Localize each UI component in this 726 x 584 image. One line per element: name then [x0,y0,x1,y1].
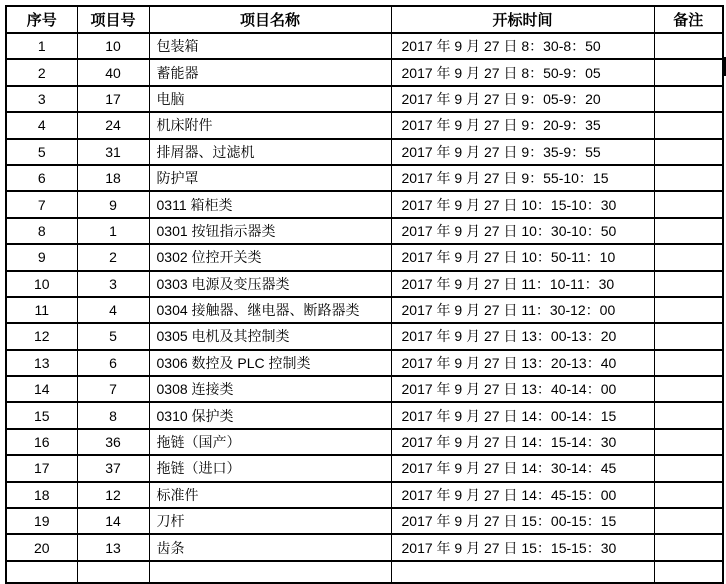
cell-remark [654,271,723,297]
clipped-next-row [6,561,723,583]
cell-seq: 19 [6,508,77,534]
cell-seq: 1 [6,33,77,59]
cell-item-name: 齿条 [149,534,391,560]
cell-item-no: 1 [77,218,149,244]
cell-seq: 13 [6,350,77,376]
cell-seq: 10 [6,271,77,297]
cell-item-name: 0301 按钮指示器类 [149,218,391,244]
cell-bid-time: 2017 年 9 月 27 日 15：15-15：30 [391,534,654,560]
cell-bid-time: 2017 年 9 月 27 日 13：40-14：00 [391,376,654,402]
cell-remark [654,508,723,534]
col-header-item-name: 项目名称 [149,6,391,33]
cell-seq: 8 [6,218,77,244]
cell-seq: 12 [6,323,77,349]
cell-seq: 5 [6,139,77,165]
cell-item-no: 8 [77,402,149,428]
cell-remark [654,244,723,270]
cell-seq: 20 [6,534,77,560]
cell-seq: 4 [6,112,77,138]
cell-bid-time: 2017 年 9 月 27 日 14：30-14：45 [391,455,654,481]
cell-bid-time: 2017 年 9 月 27 日 11：30-12：00 [391,297,654,323]
cell-seq: 9 [6,244,77,270]
cell-item-no: 7 [77,376,149,402]
cell-remark [654,297,723,323]
cell-bid-time: 2017 年 9 月 27 日 10：50-11：10 [391,244,654,270]
cell-item-no: 13 [77,534,149,560]
table-row [6,350,723,376]
cell-item-no: 4 [77,297,149,323]
cell-item-no: 10 [77,33,149,59]
cell-remark [654,139,723,165]
cell-item-no: 9 [77,191,149,217]
cell-remark [654,402,723,428]
table-row [6,271,723,297]
col-header-bid-time: 开标时间 [391,6,654,33]
table-row [6,508,723,534]
cell-seq: 15 [6,402,77,428]
cell-item-no: 17 [77,86,149,112]
table-row [6,244,723,270]
cell-item-name: 电脑 [149,86,391,112]
cell-item-no [77,561,149,583]
cell-remark [654,86,723,112]
cell-item-no: 3 [77,271,149,297]
cell-seq [6,561,77,583]
cell-item-no: 36 [77,429,149,455]
cell-remark [654,33,723,59]
cell-item-name: 0311 箱柜类 [149,191,391,217]
cell-item-name: 0305 电机及其控制类 [149,323,391,349]
clipped-next-row-body [6,561,723,583]
table-row [6,191,723,217]
cell-item-name: 拖链（国产） [149,429,391,455]
col-header-remark: 备注 [654,6,723,33]
cell-remark [654,218,723,244]
cell-item-no: 12 [77,482,149,508]
cell-item-name: 包装箱 [149,33,391,59]
cell-remark [654,112,723,138]
table-body [6,33,723,561]
cell-item-no: 24 [77,112,149,138]
cell-remark [654,561,723,583]
cell-bid-time: 2017 年 9 月 27 日 13：00-13：20 [391,323,654,349]
table-row [6,33,723,59]
cell-item-name: 0308 连接类 [149,376,391,402]
cell-bid-time: 2017 年 9 月 27 日 13：20-13：40 [391,350,654,376]
cell-item-no: 40 [77,59,149,85]
cell-seq: 3 [6,86,77,112]
cell-item-name: 机床附件 [149,112,391,138]
table-row [6,376,723,402]
cell-bid-time: 2017 年 9 月 27 日 8：30-8：50 [391,33,654,59]
cell-bid-time: 2017 年 9 月 27 日 14：45-15：00 [391,482,654,508]
cell-item-name: 0310 保护类 [149,402,391,428]
table-row [6,218,723,244]
cell-item-name: 标准件 [149,482,391,508]
cell-bid-time: 2017 年 9 月 27 日 9：55-10：15 [391,165,654,191]
text-cursor-mark [722,57,726,76]
cell-bid-time: 2017 年 9 月 27 日 10：30-10：50 [391,218,654,244]
cell-item-name: 0302 位控开关类 [149,244,391,270]
cell-seq: 14 [6,376,77,402]
cell-seq: 18 [6,482,77,508]
cell-item-no: 37 [77,455,149,481]
cell-bid-time: 2017 年 9 月 27 日 9：35-9：55 [391,139,654,165]
cell-item-no: 2 [77,244,149,270]
table-row [6,86,723,112]
cell-item-name: 刀杆 [149,508,391,534]
cell-item-name: 0303 电源及变压器类 [149,271,391,297]
table-row [6,323,723,349]
cell-item-no: 31 [77,139,149,165]
bid-schedule-table [5,5,724,584]
table-row [6,139,723,165]
cell-remark [654,455,723,481]
cell-seq: 6 [6,165,77,191]
cell-item-no: 18 [77,165,149,191]
cell-bid-time: 2017 年 9 月 27 日 9：05-9：20 [391,86,654,112]
table-row [6,402,723,428]
cell-seq: 7 [6,191,77,217]
cell-bid-time: 2017 年 9 月 27 日 14：00-14：15 [391,402,654,428]
table-row [6,297,723,323]
cell-item-name: 防护罩 [149,165,391,191]
cell-remark [654,323,723,349]
col-header-item-no: 项目号 [77,6,149,33]
cell-item-no: 6 [77,350,149,376]
cell-remark [654,165,723,191]
cell-item-no: 5 [77,323,149,349]
cell-bid-time: 2017 年 9 月 27 日 14：15-14：30 [391,429,654,455]
cell-item-name: 0306 数控及 PLC 控制类 [149,350,391,376]
cell-remark [654,376,723,402]
cell-remark [654,59,723,85]
table-row [6,455,723,481]
cell-bid-time: 2017 年 9 月 27 日 10：15-10：30 [391,191,654,217]
cell-remark [654,534,723,560]
cell-item-name [149,561,391,583]
table-row [6,59,723,85]
table-row [6,534,723,560]
cell-item-no: 14 [77,508,149,534]
cell-item-name: 排屑器、过滤机 [149,139,391,165]
cell-remark [654,350,723,376]
header-row [6,6,723,33]
cell-bid-time: 2017 年 9 月 27 日 8：50-9：05 [391,59,654,85]
cell-item-name: 0304 接触器、继电器、断路器类 [149,297,391,323]
cell-item-name: 蓄能器 [149,59,391,85]
cell-remark [654,191,723,217]
document-body [5,5,724,584]
cell-seq: 11 [6,297,77,323]
cell-remark [654,429,723,455]
table-row [6,429,723,455]
cell-bid-time: 2017 年 9 月 27 日 9：20-9：35 [391,112,654,138]
table-row [6,165,723,191]
col-header-seq: 序号 [6,6,77,33]
cell-item-name: 拖链（进口） [149,455,391,481]
table-row [6,482,723,508]
cell-remark [654,482,723,508]
cell-seq: 2 [6,59,77,85]
cell-bid-time: 2017 年 9 月 27 日 11：10-11：30 [391,271,654,297]
cell-bid-time [391,561,654,583]
cell-seq: 16 [6,429,77,455]
cell-seq: 17 [6,455,77,481]
cell-bid-time: 2017 年 9 月 27 日 15：00-15：15 [391,508,654,534]
table-row [6,112,723,138]
